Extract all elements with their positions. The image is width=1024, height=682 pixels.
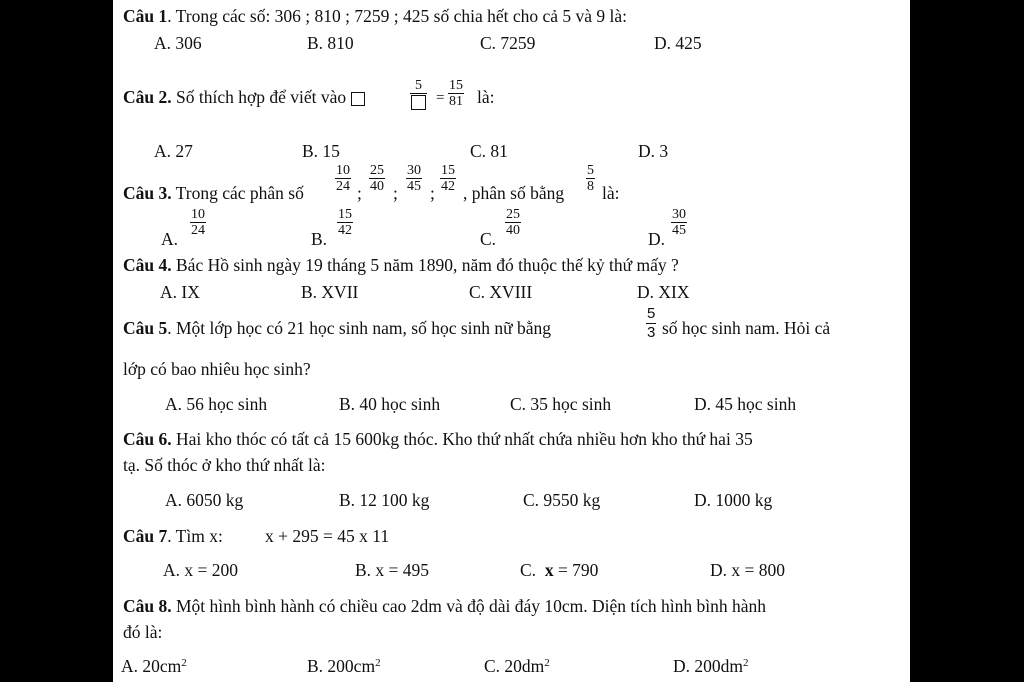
q7-option-b: B. x = 495 [355,560,430,580]
numerator: 10 [336,163,350,178]
q5-option-c: C. 35 học sinh [510,394,612,414]
q6-line-2: tạ. Số thóc ở kho thứ nhất là: [123,455,326,475]
numerator: 15 [441,163,455,178]
q1-option-a: A. 306 [154,33,202,53]
q2-option-c: C. 81 [470,141,508,161]
question-1 [123,5,627,27]
q2-option-a: A. 27 [154,141,193,161]
denominator: 81 [449,94,463,109]
option-value: = 790 [553,560,599,580]
q3-fraction-4 [440,163,456,194]
q7-expression: x + 295 = 45 x 11 [265,526,390,546]
q5-fraction [646,305,656,342]
denominator: 3 [647,324,656,341]
q4-option-b: B. XVII [301,282,359,302]
q8-option-c [484,655,550,677]
q3-tail: là: [602,183,620,203]
numerator: 15 [338,207,352,222]
q2-fraction-left [410,78,427,110]
denominator: 8 [587,179,594,194]
q3-option-b-letter: B. [311,229,328,249]
question-text: Một hình bình hành có chiều cao 2dm và độ dài đáy 10cm. Diện tích hình bình hành [171,596,767,616]
q5-line-2: lớp có bao nhiêu học sinh? [123,359,311,379]
question-3 [123,182,304,204]
question-text: . Tìm x: [167,526,223,546]
question-label: Câu 8. [123,596,172,616]
question-text: . Trong các số: 306 ; 810 ; 7259 ; 425 số chia hết cho cả 5 và 9 là: [167,6,628,26]
denominator: 40 [370,179,384,194]
q3-option-d-letter: D. [648,229,666,249]
q5-option-b: B. 40 học sinh [339,394,441,414]
q6-option-d: D. 1000 kg [694,490,773,510]
q3-option-a-letter: A. [161,229,179,249]
option-text: B. 200cm [307,656,376,676]
q5-option-a: A. 56 học sinh [165,394,268,414]
question-text: Bác Hồ sinh ngày 19 tháng 5 năm 1890, năm đó thuộc thế kỷ thứ mấy ? [171,255,679,275]
q7-option-a: A. x = 200 [163,560,239,580]
q7-option-c [520,559,598,581]
denominator: 24 [191,223,205,238]
option-text: A. 20cm [121,656,182,676]
question-6 [123,428,753,450]
question-7 [123,525,223,547]
question-text: Hai kho thóc có tất cả 15 600kg thóc. Kho thứ nhất chứa nhiều hơn kho thứ hai 35 [171,429,753,449]
q4-option-a: A. IX [160,282,200,302]
denominator: 45 [672,223,686,238]
question-label: Câu 4. [123,255,172,275]
q3-option-a-fraction [190,207,206,238]
q5-option-d: D. 45 học sinh [694,394,797,414]
separator: ; [357,183,362,203]
separator: ; [393,183,398,203]
question-label: Câu 5 [123,318,168,338]
denominator: 42 [441,179,455,194]
q2-fraction-right [448,78,464,109]
q2-option-d: D. 3 [638,141,669,161]
numerator: 5 [415,78,422,93]
option-letter: C. [520,560,537,580]
exponent: 2 [743,657,749,669]
denominator: 40 [506,223,520,238]
q6-option-a: A. 6050 kg [165,490,244,510]
denominator: 24 [336,179,350,194]
question-text: Trong các phân số [171,183,304,203]
q4-option-d: D. XIX [637,282,690,302]
denominator: 45 [407,179,421,194]
denominator: 42 [338,223,352,238]
q7-option-d: D. x = 800 [710,560,786,580]
q6-option-b: B. 12 100 kg [339,490,430,510]
variable: x [544,560,554,580]
equals-sign: = [436,90,445,106]
q1-option-c: C. 7259 [480,33,536,53]
question-5 [123,317,551,339]
numerator: 15 [449,78,463,93]
numerator: 10 [191,207,205,222]
question-label: Câu 7 [123,526,168,546]
separator: ; [430,183,435,203]
numerator: 30 [672,207,686,222]
q6-option-c: C. 9550 kg [523,490,601,510]
exponent: 2 [181,657,187,669]
q8-option-b [307,655,381,677]
q1-option-d: D. 425 [654,33,702,53]
q2-option-b: B. 15 [302,141,340,161]
question-label: Câu 3. [123,183,172,203]
question-4 [123,254,679,276]
blank-box-icon [411,95,426,110]
numerator: 5 [647,305,656,322]
q2-tail: là: [477,87,495,107]
q8-option-d [673,655,749,677]
question-label: Câu 1 [123,6,168,26]
worksheet-page [113,0,910,682]
question-text: Số thích hợp để viết vào [171,87,347,107]
q3-fraction-2 [369,163,385,194]
q3-option-c-fraction [505,207,521,238]
option-text: C. 20dm [484,656,545,676]
question-8 [123,595,766,617]
question-label: Câu 2. [123,87,172,107]
question-2 [123,86,365,108]
q3-target-fraction [586,163,595,194]
q3-fraction-3 [406,163,422,194]
option-text: D. 200dm [673,656,743,676]
q8-line-2: đó là: [123,622,163,642]
exponent: 2 [375,657,381,669]
numerator: 25 [506,207,520,222]
q3-option-c-letter: C. [480,229,497,249]
q8-option-a [121,655,187,677]
numerator: 5 [587,163,594,178]
q3-fraction-1 [335,163,351,194]
numerator: 30 [407,163,421,178]
q3-option-d-fraction [671,207,687,238]
q3-mid-text: , phân số bằng [463,183,565,203]
exponent: 2 [544,657,550,669]
blank-box-icon [351,92,365,106]
question-text: . Một lớp học có 21 học sinh nam, số học sinh nữ bằng [167,318,552,338]
numerator: 25 [370,163,384,178]
question-label: Câu 6. [123,429,172,449]
q4-option-c: C. XVIII [469,282,533,302]
q3-option-b-fraction [337,207,353,238]
q5-tail: số học sinh nam. Hỏi cả [662,318,831,338]
q1-option-b: B. 810 [307,33,354,53]
